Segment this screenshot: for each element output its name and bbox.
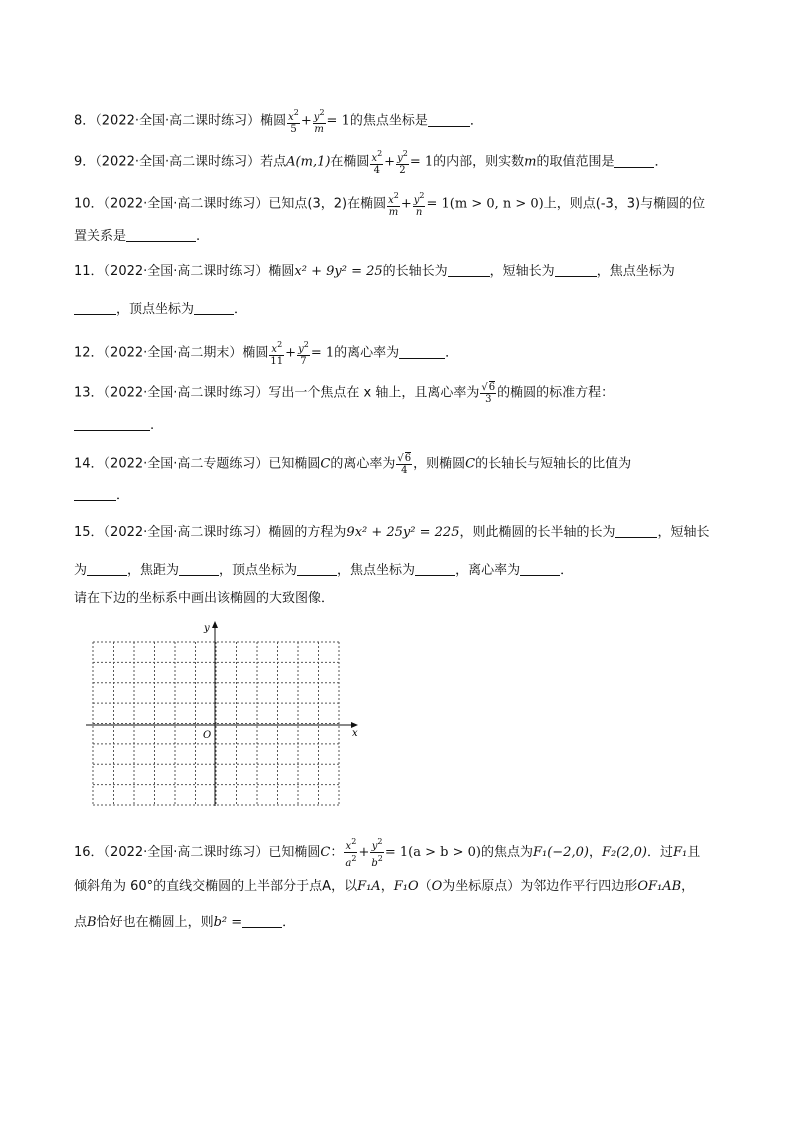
- question-10: 10．（2022·全国·高二课时练习）已知点(3，2)在椭圆 $\frac{x^2}{m}$ + $\frac{y^2}{n}$ = 1(m > 0, n > 0)上，则点(-3，3)与椭圆的位: [74, 191, 706, 218]
- question-16-cont: 倾斜角为 60°的直线交椭圆的上半部分于点A，以F₁A，F₁O（O为坐标原点）为邻边作平行四边形OF₁AB，: [74, 879, 695, 894]
- y-axis-label: y: [204, 623, 210, 634]
- answer-blank[interactable]: [179, 563, 219, 576]
- answer-blank[interactable]: [615, 525, 657, 538]
- answer-blank[interactable]: [74, 418, 150, 431]
- answer-blank[interactable]: [242, 915, 282, 928]
- fraction: $\frac{√6}{4}$: [397, 453, 412, 476]
- question-13-cont: .: [74, 418, 734, 434]
- answer-blank[interactable]: [74, 302, 116, 315]
- question-15-instruction: 请在下边的坐标系中画出该椭圆的大致图像．: [74, 591, 335, 606]
- question-8: 8．（2022·全国·高二课时练习）椭圆 $\frac{x^2}{5}$ + $\frac{y^2}{m}$ = 1的焦点坐标是 ．: [74, 108, 483, 135]
- origin-label: O: [203, 730, 212, 741]
- answer-blank[interactable]: [614, 155, 654, 168]
- fraction: $\frac{x^2}{5}$: [288, 108, 299, 135]
- fraction: $\frac{x^2}{a^2}$: [345, 837, 357, 869]
- coordinate-grid[interactable]: [82, 620, 362, 810]
- answer-blank[interactable]: [520, 563, 560, 576]
- x-axis-label: x: [352, 728, 358, 739]
- fraction: $\frac{x^2}{11}$: [270, 340, 284, 367]
- fraction: $\frac{y^2}{n}$: [413, 191, 425, 218]
- question-12: 12．（2022·全国·高二期末）椭圆 $\frac{x^2}{11}$ + $\frac{y^2}{7}$ = 1的离心率为 ．: [74, 340, 459, 367]
- fraction: $\frac{x^2}{m}$: [388, 191, 399, 218]
- question-15-cont: 为 ，焦距为 ，顶点坐标为 ，焦点坐标为 ，离心率为 ．: [74, 563, 574, 578]
- y-axis-arrow: [212, 621, 218, 628]
- answer-blank[interactable]: [126, 229, 196, 242]
- answer-blank[interactable]: [415, 563, 455, 576]
- fraction: $\frac{y^2}{7}$: [298, 340, 309, 367]
- answer-blank[interactable]: [297, 563, 337, 576]
- point-a: A(m,1): [286, 154, 331, 170]
- answer-blank[interactable]: [428, 114, 470, 127]
- answer-blank[interactable]: [87, 563, 127, 576]
- question-9: 9．（2022·全国·高二课时练习）若点A(m,1)在椭圆 $\frac{x^2}{4}$ + $\frac{y^2}{2}$ = 1的内部，则实数m的取值范围是 ．: [74, 149, 668, 176]
- answer-blank[interactable]: [74, 488, 116, 501]
- answer-blank[interactable]: [194, 302, 234, 315]
- answer-blank[interactable]: [448, 264, 490, 277]
- answer-blank[interactable]: [399, 346, 445, 359]
- fraction: $\frac{y^2}{2}$: [397, 149, 408, 176]
- question-15: 15．（2022·全国·高二课时练习）椭圆的方程为9x² + 25y² = 225，则此椭圆的长半轴的长为 ，短轴长: [74, 525, 710, 540]
- question-10-cont: 置关系是 .: [74, 229, 201, 244]
- fraction: $\frac{x^2}{4}$: [371, 149, 383, 176]
- fraction: $\frac{y^2}{m}$: [313, 108, 325, 135]
- question-11: 11．（2022·全国·高二课时练习）椭圆x² + 9y² = 25的长轴长为 ，短轴长为 ，焦点坐标为: [74, 264, 675, 279]
- question-16-cont2: 点B恰好也在椭圆上，则b² = ．: [74, 915, 296, 930]
- answer-blank[interactable]: [555, 264, 597, 277]
- question-14: 14．（2022·全国·高二专题练习）已知椭圆C的离心率为 $\frac{√6}{4}$ ，则椭圆C的长轴长与短轴长的比值为: [74, 453, 632, 476]
- question-14-cont: ．: [74, 488, 734, 504]
- question-11-cont: ，顶点坐标为 ．: [74, 302, 734, 318]
- fraction: $\frac{y^2}{b^2}$: [371, 837, 383, 869]
- question-16: 16．（2022·全国·高二课时练习）已知椭圆C： $\frac{x^2}{a^2}$ + $\frac{y^2}{b^2}$ = 1(a > b > 0)的焦点为F₁(−2,0)，F₂(2,0)．过F₁且: [74, 837, 701, 869]
- question-13: 13．（2022·全国·高二课时练习）写出一个焦点在 x 轴上，且离心率为 $\frac{√6}{3}$ 的椭圆的标准方程：: [74, 382, 615, 405]
- question-source: （2022·全国·高二课时练习）: [95, 113, 261, 129]
- fraction: $\frac{√6}{3}$: [481, 382, 496, 405]
